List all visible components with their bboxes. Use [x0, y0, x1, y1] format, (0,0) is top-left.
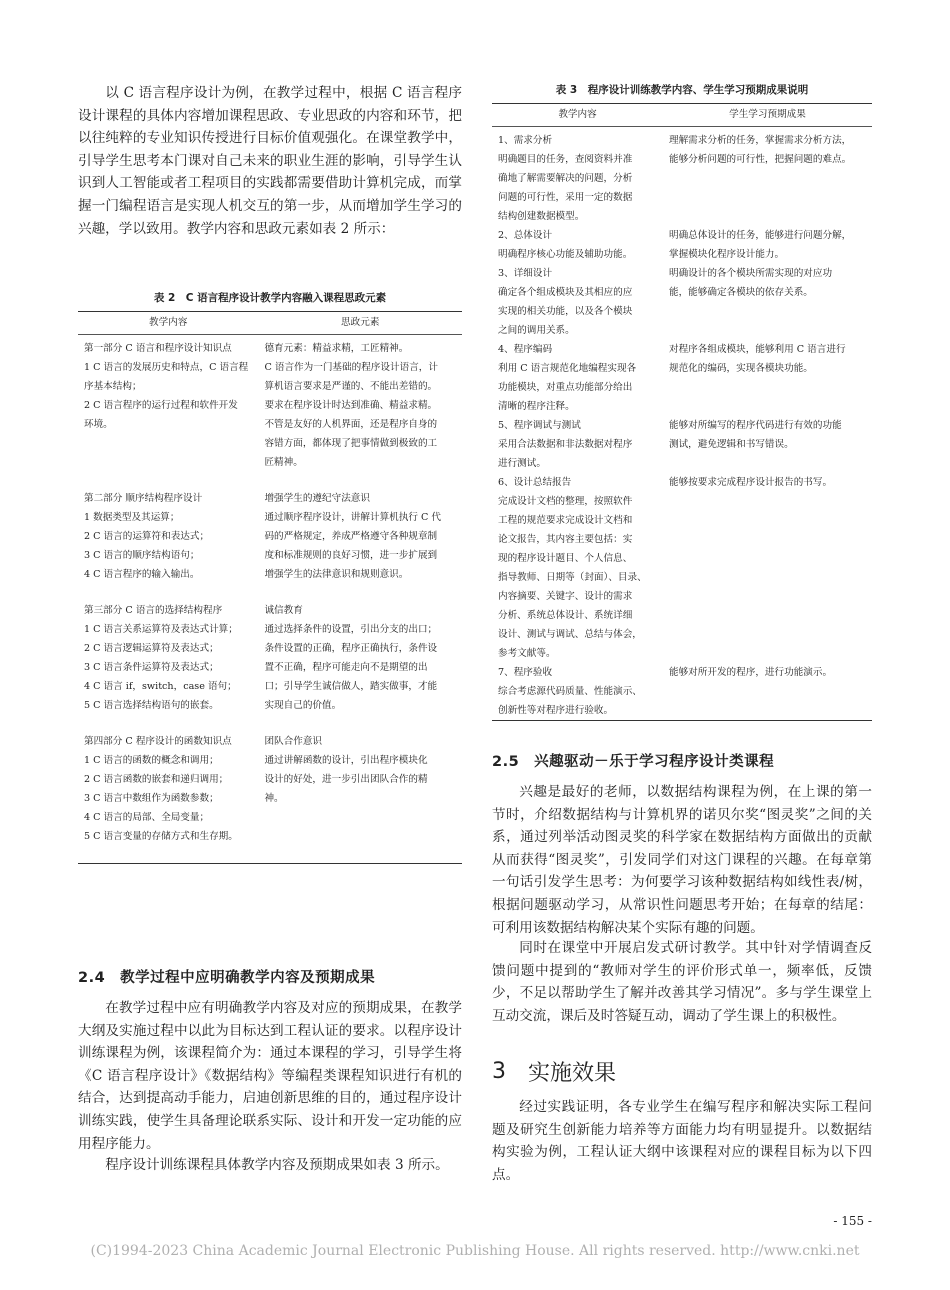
- table2-cell-line: 通过讲解函数的设计，引出程序模块化: [264, 755, 428, 766]
- table2-cell-element: [258, 732, 462, 864]
- table3-cell-outcome: [663, 663, 872, 721]
- table3-cell-line: 测试，避免逻辑和书写错误。: [669, 439, 794, 450]
- table3-cell-outcome: [663, 226, 872, 264]
- table3-cell-line: 明确题目的任务，查阅资料并准: [498, 154, 633, 165]
- table3-cell-line: 1、需求分析: [498, 135, 553, 146]
- intro-paragraph: 以 C 语言程序设计为例，在教学过程中，根据 C 语言程序设计课程的具体内容增加课程思政、专业思政的内容和环节，把以往纯粹的专业知识传授进行目标价值观强化。在课堂教学中，引导学生思考本门课对自己未来的职业生涯的影响，引导学生认识到人工智能或者工程项目的实践都需要借助计算机完成，而掌握一门编程语言是实现人机交互的第一步，从而增加学生学习的兴趣，学以致用。教学内容和思政元素如表 2 所示：: [78, 85, 462, 237]
- section-3-heading: [492, 1056, 616, 1087]
- table2-cell-line: 第一部分 C 语言和程序设计知识点: [84, 343, 232, 354]
- table2-cell-element: [258, 489, 462, 601]
- table2-cell-line: 实现自己的价值。: [264, 700, 342, 711]
- table3-cell-line: 明确设计的各个模块所需实现的对应功: [669, 268, 833, 279]
- table3-cell-line: 明确程序核心功能及辅助功能。: [498, 249, 633, 260]
- table2-cell-line: 3 C 语言条件运算符及表达式；: [84, 662, 219, 673]
- table2-cell-line: 4 C 语言 if，switch，case 语句；: [84, 681, 237, 692]
- table3-cell-line: 3、详细设计: [498, 268, 553, 279]
- table3-row: [492, 416, 872, 473]
- table2-header-content: 教学内容: [149, 317, 188, 328]
- copyright-footer: (C)1994-2023 China Academic Journal Electronic Publishing House. All rights reserved. http://www.cnki.net: [90, 1243, 860, 1259]
- table2-cell-line: 条件设置的正确，程序正确执行，条件设: [264, 643, 438, 654]
- table2-cell-line: 2 C 语言程序的运行过程和软件开发: [84, 400, 238, 411]
- table2-cell-line: 3 C 语言中数组作为函数参数；: [84, 793, 219, 804]
- table2-cell-line: 序基本结构；: [84, 381, 142, 392]
- table3-cell-line: 明确总体设计的任务，能够进行问题分解，: [669, 230, 852, 241]
- table2-cell-line: 增强学生的法律意识和规则意识。: [264, 569, 409, 580]
- table3-header-outcome: 学生学习预期成果: [729, 109, 806, 120]
- table3-cell-line: 之间的调用关系。: [498, 325, 575, 336]
- section-3-number: 3: [492, 1059, 506, 1084]
- section-2-4-paragraph-1: 在教学过程中应有明确教学内容及对应的预期成果，在教学大纲及实施过程中以此为目标达到工程认证的要求。以程序设计训练课程为例，该课程简介为：通过本课程的学习，引导学生将《C 语言程序设计》《数据结构》等编程类课程知识进行有机的结合，达到提高动手能力，启迪创新思维的目的，通过程序设计训练实践，使学生具备理论联系实际、设计和开发一定功能的应用程序能力。: [78, 1000, 462, 1152]
- table3-cell-line: 能够按要求完成程序设计报告的书写。: [669, 477, 833, 488]
- table2-cell-line: 2 C 语言的运算符和表达式；: [84, 531, 210, 542]
- section-2-4-title: 2.4 教学过程中应明确教学内容及预期成果: [78, 970, 376, 986]
- table2-row: [78, 489, 462, 601]
- table2-cell-content: [78, 732, 258, 864]
- table3-cell-line: 完成设计文档的整理，按照软件: [498, 496, 633, 507]
- table3-cell-content: [492, 473, 663, 663]
- table3-cell-line: 结构创建数据模型。: [498, 211, 585, 222]
- table2-cell-line: 2 C 语言函数的嵌套和递归调用；: [84, 774, 229, 785]
- table2-row: [78, 335, 462, 490]
- table3-cell-line: 工程的规范要求完成设计文档和: [498, 515, 633, 526]
- table2-cell-line: 神。: [264, 793, 284, 804]
- table3-cell-line: 问题的可行性，采用一定的数据: [498, 192, 633, 203]
- table3-cell-line: 能够对所编写的程序代码进行有效的功能: [669, 420, 842, 431]
- table2-cell-line: 1 数据类型及其运算；: [84, 512, 180, 523]
- table3-cell-line: 功能模块，对重点功能部分给出: [498, 382, 633, 393]
- table3-cell-line: 7、程序验收: [498, 667, 553, 678]
- table2-cell-line: 诚信教育: [264, 605, 303, 616]
- table3: [492, 103, 872, 721]
- table3-cell-line: 指导教师、日期等（封面）、目录、: [498, 572, 647, 583]
- table3-cell-line: 6、设计总结报告: [498, 477, 572, 488]
- table3-cell-outcome: [663, 340, 872, 416]
- table2-cell-line: 2 C 语言逻辑运算符及表达式；: [84, 643, 219, 654]
- table3-row: [492, 663, 872, 721]
- table3-cell-line: 确地了解需要解决的问题，分析: [498, 173, 633, 184]
- table2-cell-line: 德育元素：精益求精，工匠精神。: [264, 343, 409, 354]
- table3-cell-outcome: [663, 264, 872, 340]
- section-2-5-paragraph-1: 兴趣是最好的老师，以数据结构课程为例，在上课的第一节时，介绍数据结构与计算机界的诺贝尔奖“图灵奖”之间的关系，通过列举活动图灵奖的科学家在数据结构方面做出的贡献从而获得“图灵奖”，引发同学们对这门课程的兴趣。在每章第一句话引发学生思考：为何要学习该种数据结构如线性表/树，根据问题驱动学习，从常识性问题思考开始；在每章的结尾：可利用该数据结构解决某个实际有趣的问题。: [492, 784, 872, 936]
- table3-cell-line: 论文报告，其内容主要包括：实: [498, 534, 633, 545]
- table3-cell-content: [492, 226, 663, 264]
- table2-cell-line: 置不正确，程序可能走向不是期望的出: [264, 662, 428, 673]
- table3-cell-line: 2、总体设计: [498, 230, 553, 241]
- table3-cell-line: 掌握模块化程序设计能力。: [669, 249, 785, 260]
- table3-row: [492, 264, 872, 340]
- table3-cell-line: 4、程序编码: [498, 344, 553, 355]
- page-number: - 155 -: [833, 1214, 872, 1228]
- table3-row: [492, 127, 872, 227]
- table3-cell-line: 参考文献等。: [498, 648, 556, 659]
- table2-cell-line: 要求在程序设计时达到准确、精益求精。: [264, 400, 438, 411]
- table3-cell-line: 对程序各组成模块，能够利用 C 语言进行: [669, 344, 846, 355]
- table3-cell-outcome: [663, 473, 872, 663]
- table3-cell-line: 分析、系统总体设计、系统详细: [498, 610, 633, 621]
- table2-cell-line: 容错方面，都体现了把事情做到极致的工: [264, 438, 438, 449]
- table3-cell-line: 5、程序调试与测试: [498, 420, 581, 431]
- table2-cell-line: 5 C 语言选择结构语句的嵌套。: [84, 700, 219, 711]
- table3-cell-line: 能，能够确定各模块的依存关系。: [669, 287, 813, 298]
- table2-cell-line: 增强学生的遵纪守法意识: [264, 493, 370, 504]
- table2-cell-line: 3 C 语言的顺序结构语句；: [84, 550, 200, 561]
- table2-cell-line: 通过选择条件的设置，引出分支的出口；: [264, 624, 438, 635]
- table3-cell-line: 现的程序设计题目、个人信息、: [498, 553, 633, 564]
- table3-cell-line: 利用 C 语言规范化地编程实现各: [498, 363, 637, 374]
- table3-cell-outcome: [663, 127, 872, 227]
- table2-cell-content: [78, 335, 258, 490]
- table2-cell-element: [258, 601, 462, 732]
- table3-cell-content: [492, 127, 663, 227]
- table3-cell-line: 确定各个组成模块及其相应的应: [498, 287, 633, 298]
- table2-cell-line: 算机语言要求是严谨的、不能出差错的。: [264, 381, 438, 392]
- table2-cell-line: 不管是友好的人机界面，还是程序自身的: [264, 419, 438, 430]
- table2-cell-line: 度和标准规则的良好习惯，进一步扩展到: [264, 550, 438, 561]
- table3-cell-outcome: [663, 416, 872, 473]
- table3-cell-line: 实现的相关功能，以及各个模块: [498, 306, 633, 317]
- table2-cell-content: [78, 601, 258, 732]
- table2-cell-line: C 语言作为一门基础的程序设计语言，计: [264, 362, 438, 373]
- table2-cell-line: 码的严格规定，养成严格遵守各种规章制: [264, 531, 438, 542]
- table3-cell-content: [492, 340, 663, 416]
- table2-cell-line: 通过顺序程序设计，讲解计算机执行 C 代: [264, 512, 442, 523]
- table3-cell-line: 创新性等对程序进行验收。: [498, 705, 614, 716]
- table2-cell-line: 设计的好处，进一步引出团队合作的精: [264, 774, 428, 785]
- section-2-5-title: 2.5 兴趣驱动－乐于学习程序设计类课程: [492, 754, 775, 770]
- table3-row: [492, 226, 872, 264]
- table3-cell-line: 内容摘要、关键字、设计的需求: [498, 591, 633, 602]
- table2-cell-line: 4 C 语言的局部、全局变量；: [84, 812, 210, 823]
- table3-cell-content: [492, 416, 663, 473]
- table2-caption: 表 2 C 语言程序设计教学内容融入课程思政元素: [153, 292, 387, 304]
- table2-cell-line: 1 C 语言关系运算符及表达式计算；: [84, 624, 238, 635]
- table2-cell-line: 第二部分 顺序结构程序设计: [84, 493, 203, 504]
- table2-cell-line: 团队合作意识: [264, 736, 323, 747]
- table2-cell-line: 第三部分 C 语言的选择结构程序: [84, 605, 223, 616]
- table3-cell-line: 进行测试。: [498, 458, 546, 469]
- table3-row: [492, 340, 872, 416]
- table3-caption: 表 3 程序设计训练教学内容、学生学习预期成果说明: [555, 84, 809, 96]
- table2-header-element: 思政元素: [341, 317, 380, 328]
- table2-cell-line: 1 C 语言的发展历史和特点，C 语言程: [84, 362, 249, 373]
- table3-cell-line: 能够对所开发的程序，进行功能演示。: [669, 667, 833, 678]
- table2-cell-line: 环境。: [84, 419, 113, 430]
- section-2-5-paragraph-2: 同时在课堂中开展启发式研讨教学。其中针对学情调查反馈问题中提到的“教师对学生的评价形式单一，频率低，反馈少，不足以帮助学生了解并改善其学习情况”。多与学生课堂上互动交流，课后及时答疑互动，调动了学生课上的积极性。: [492, 940, 872, 1024]
- section-3-title: 实施效果: [528, 1061, 617, 1086]
- table3-cell-line: 清晰的程序注释。: [498, 401, 575, 412]
- table2: [78, 311, 462, 864]
- table2-cell-content: [78, 489, 258, 601]
- table3-cell-line: 规范化的编码，实现各模块功能。: [669, 363, 813, 374]
- table3-row: [492, 473, 872, 663]
- table2-row: [78, 732, 462, 864]
- table2-cell-line: 第四部分 C 程序设计的函数知识点: [84, 736, 232, 747]
- table3-cell-line: 设计、测试与调试、总结与体会，: [498, 629, 642, 640]
- section-3-paragraph-1: 经过实践证明，各专业学生在编写程序和解决实际工程问题及研究生创新能力培养等方面能力均有明显提升。以数据结构实验为例，工程认证大纲中该课程对应的课程目标为以下四点。: [492, 1099, 872, 1183]
- table2-cell-line: 1 C 语言的函数的概念和调用；: [84, 755, 219, 766]
- table2-row: [78, 601, 462, 732]
- table3-cell-line: 采用合法数据和非法数据对程序: [498, 439, 633, 450]
- table2-cell-line: 4 C 语言程序的输入输出。: [84, 569, 200, 580]
- table3-cell-line: 能够分析问题的可行性，把握问题的难点。: [669, 154, 852, 165]
- table2-cell-line: 口；引导学生诚信做人，踏实做事，才能: [264, 681, 438, 692]
- table3-cell-line: 理解需求分析的任务，掌握需求分析方法，: [669, 135, 852, 146]
- table3-header-content: 教学内容: [558, 109, 597, 120]
- table2-cell-line: 匠精神。: [264, 457, 303, 468]
- table2-cell-element: [258, 335, 462, 490]
- table3-cell-line: 综合考虑源代码质量、性能演示、: [498, 686, 642, 697]
- table3-cell-content: [492, 663, 663, 721]
- section-2-4-paragraph-2: 程序设计训练课程具体教学内容及预期成果如表 3 所示。: [105, 1157, 449, 1173]
- table3-cell-content: [492, 264, 663, 340]
- table2-cell-line: 5 C 语言变量的存储方式和生存期。: [84, 831, 238, 842]
